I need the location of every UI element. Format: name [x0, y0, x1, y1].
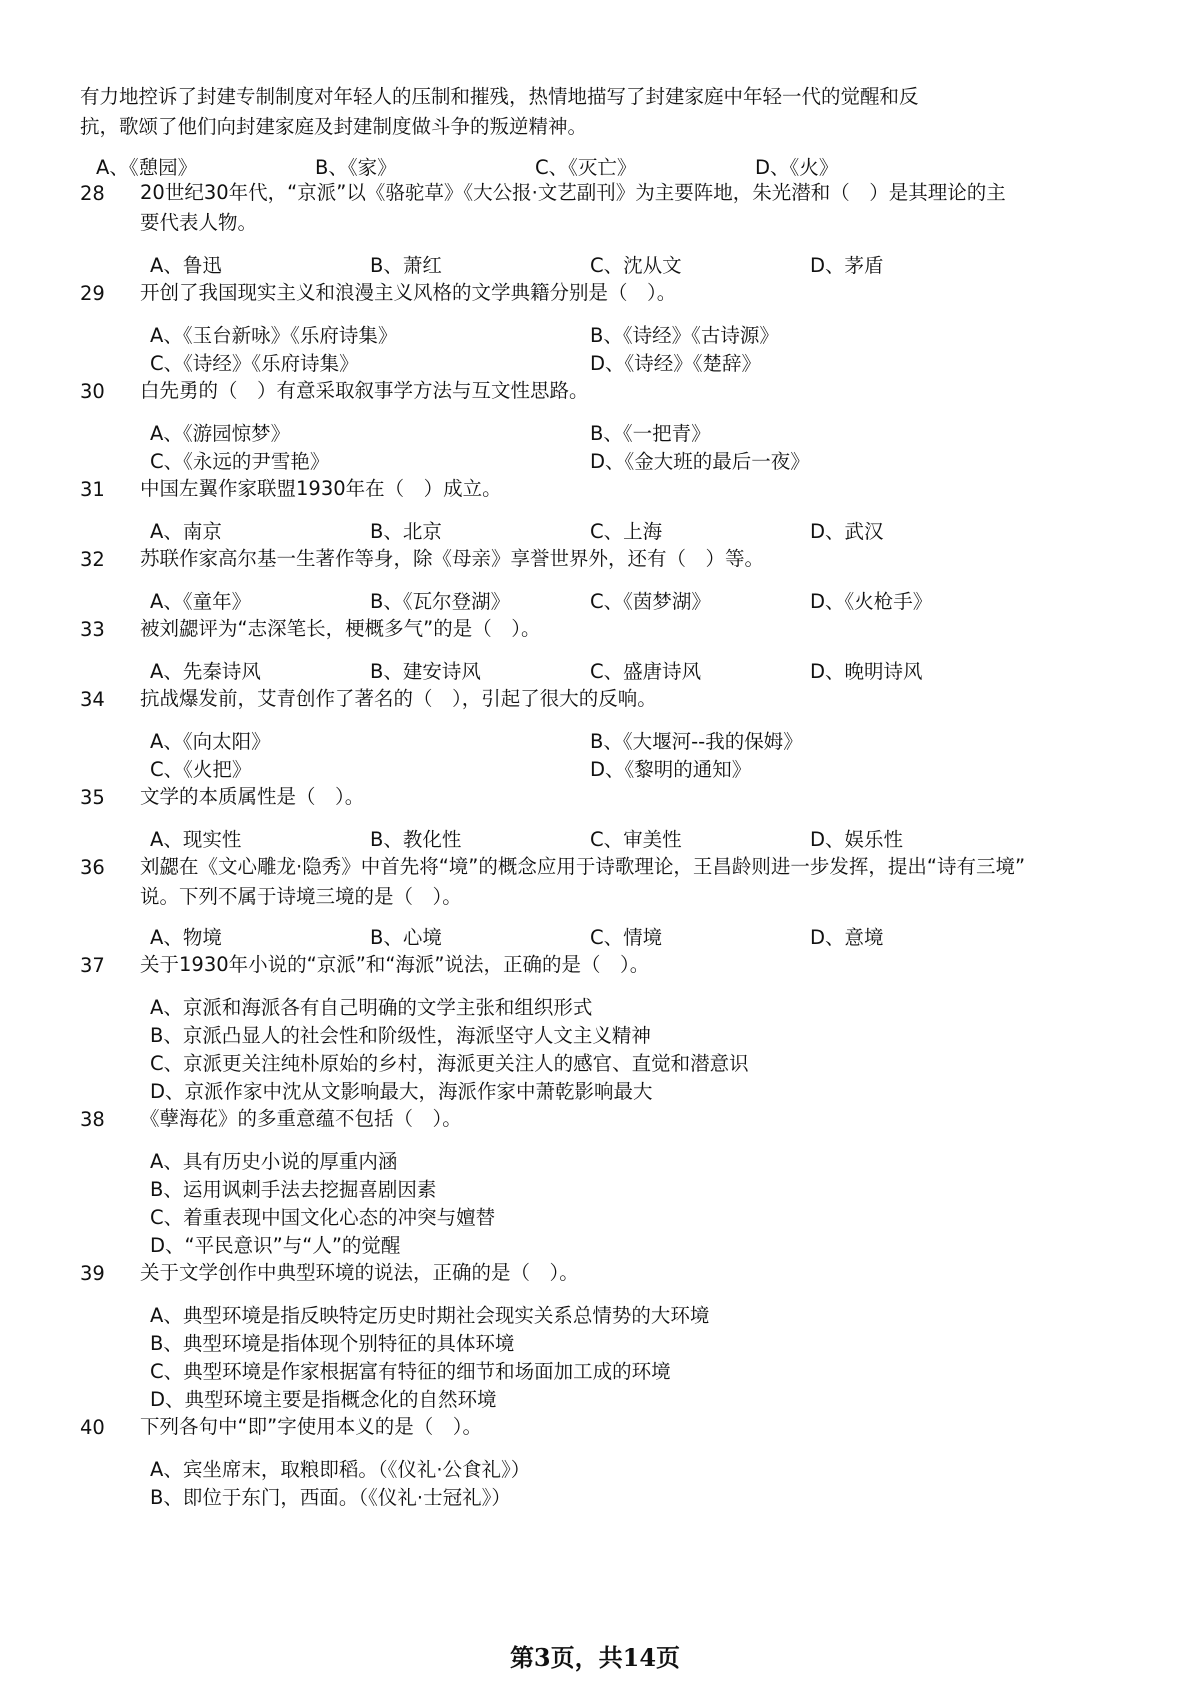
q28-option-b: B、萧红 [370, 254, 442, 277]
q38-option-c: C、着重表现中国文化心态的冲突与嬗替 [150, 1206, 496, 1229]
q40-number: 40 [80, 1416, 105, 1439]
q34-option-c: C、《火把》 [150, 758, 252, 781]
q35-number: 35 [80, 786, 105, 809]
q35-option-c: C、审美性 [590, 828, 682, 851]
intro-line-1: 有力地控诉了封建专制制度对年轻人的压制和摧残，热情地描写了封建家庭中年轻一代的觉醒和反 [80, 85, 919, 108]
q37-option-d: D、京派作家中沈从文影响最大，海派作家中萧乾影响最大 [150, 1080, 653, 1103]
q32-option-a: A、《童年》 [150, 590, 252, 613]
page-footer: 第3页，共14页 [509, 1643, 681, 1672]
q31-option-c: C、上海 [590, 520, 663, 543]
q28-option-c: C、沈从文 [590, 254, 682, 277]
q30-text: 白先勇的（ ）有意采取叙事学方法与互文性思路。 [140, 379, 589, 402]
q40-text: 下列各句中“即”字使用本义的是（ ）。 [140, 1415, 482, 1438]
q28-option-d: D、茅盾 [810, 254, 884, 277]
q32-option-d: D、《火枪手》 [810, 590, 933, 613]
q35-text: 文学的本质属性是（ ）。 [140, 785, 365, 808]
q30-option-d: D、《金大班的最后一夜》 [590, 450, 810, 473]
q35-option-b: B、教化性 [370, 828, 462, 851]
q33-option-c: C、盛唐诗风 [590, 660, 702, 683]
q27-option-a: A、《憩园》 [96, 156, 198, 179]
q36-option-a: A、物境 [150, 926, 222, 949]
q34-option-a: A、《向太阳》 [150, 730, 271, 753]
q30-option-a: A、《游园惊梦》 [150, 422, 291, 445]
q32-option-b: B、《瓦尔登湖》 [370, 590, 511, 613]
intro-line-2: 抗，歌颂了他们向封建家庭及封建制度做斗争的叛逆精神。 [80, 115, 588, 138]
q38-text: 《孽海花》的多重意蕴不包括（ ）。 [140, 1107, 462, 1130]
q36-option-b: B、心境 [370, 926, 442, 949]
q29-option-d: D、《诗经》《楚辞》 [590, 352, 762, 375]
q37-option-a: A、京派和海派各有自己明确的文学主张和组织形式 [150, 996, 593, 1019]
q36-text-line-2: 说。下列不属于诗境三境的是（ ）。 [140, 885, 462, 908]
q28-text-line-1: 20世纪30年代，“京派”以《骆驼草》《大公报·文艺副刊》为主要阵地，朱光潜和（ ）是其理论的主 [140, 181, 1006, 204]
q38-option-a: A、具有历史小说的厚重内涵 [150, 1150, 398, 1173]
q30-option-b: B、《一把青》 [590, 422, 711, 445]
q31-option-d: D、武汉 [810, 520, 884, 543]
q31-option-a: A、南京 [150, 520, 222, 543]
q39-option-c: C、典型环境是作家根据富有特征的细节和场面加工成的环境 [150, 1360, 671, 1383]
q27-option-d: D、《火》 [755, 156, 839, 179]
q36-option-c: C、情境 [590, 926, 663, 949]
q39-option-b: B、典型环境是指体现个别特征的具体环境 [150, 1332, 515, 1355]
q40-option-b: B、即位于东门，西面。（《仪礼·士冠礼》） [150, 1486, 511, 1509]
q29-text: 开创了我国现实主义和浪漫主义风格的文学典籍分别是（ ）。 [140, 281, 677, 304]
q36-option-d: D、意境 [810, 926, 884, 949]
q32-text: 苏联作家高尔基一生著作等身，除《母亲》享誉世界外，还有（ ）等。 [140, 547, 765, 570]
q39-option-a: A、典型环境是指反映特定历史时期社会现实关系总情势的大环境 [150, 1304, 710, 1327]
q36-number: 36 [80, 856, 105, 879]
q35-option-d: D、娱乐性 [810, 828, 904, 851]
q29-option-c: C、《诗经》《乐府诗集》 [150, 352, 359, 375]
q29-option-a: A、《玉台新咏》《乐府诗集》 [150, 324, 398, 347]
q40-option-a: A、宾坐席末，取粮即稻。（《仪礼·公食礼》） [150, 1458, 531, 1481]
q28-option-a: A、鲁迅 [150, 254, 222, 277]
q28-number: 28 [80, 182, 105, 205]
q30-number: 30 [80, 380, 105, 403]
q31-text: 中国左翼作家联盟1930年在（ ）成立。 [140, 477, 502, 500]
q33-option-d: D、晚明诗风 [810, 660, 923, 683]
q34-option-b: B、《大堰河--我的保姆》 [590, 730, 803, 753]
q32-option-c: C、《茵梦湖》 [590, 590, 711, 613]
q37-option-b: B、京派凸显人的社会性和阶级性，海派坚守人文主义精神 [150, 1024, 651, 1047]
q34-text: 抗战爆发前，艾青创作了著名的（ ），引起了很大的反响。 [140, 687, 657, 710]
q39-number: 39 [80, 1262, 105, 1285]
q37-text: 关于1930年小说的“京派”和“海派”说法，正确的是（ ）。 [140, 953, 650, 976]
q32-number: 32 [80, 548, 105, 571]
q29-number: 29 [80, 282, 105, 305]
q28-text-line-2: 要代表人物。 [140, 211, 258, 234]
q33-number: 33 [80, 618, 105, 641]
q31-number: 31 [80, 478, 105, 501]
q36-text-line-1: 刘勰在《文心雕龙·隐秀》中首先将“境”的概念应用于诗歌理论，王昌龄则进一步发挥，提出“诗有三境” [140, 855, 1026, 878]
q38-option-b: B、运用讽刺手法去挖掘喜剧因素 [150, 1178, 437, 1201]
q38-option-d: D、“平民意识”与“人”的觉醒 [150, 1234, 401, 1257]
q34-option-d: D、《黎明的通知》 [590, 758, 752, 781]
q30-option-c: C、《永远的尹雪艳》 [150, 450, 330, 473]
q27-option-b: B、《家》 [315, 156, 397, 179]
q39-text: 关于文学创作中典型环境的说法，正确的是（ ）。 [140, 1261, 579, 1284]
q33-option-b: B、建安诗风 [370, 660, 481, 683]
q33-text: 被刘勰评为“志深笔长，梗概多气”的是（ ）。 [140, 617, 541, 640]
q38-number: 38 [80, 1108, 105, 1131]
q31-option-b: B、北京 [370, 520, 442, 543]
q37-option-c: C、京派更关注纯朴原始的乡村，海派更关注人的感官、直觉和潜意识 [150, 1052, 749, 1075]
q35-option-a: A、现实性 [150, 828, 242, 851]
q27-option-c: C、《灭亡》 [535, 156, 637, 179]
q33-option-a: A、先秦诗风 [150, 660, 261, 683]
q29-option-b: B、《诗经》《古诗源》 [590, 324, 779, 347]
q39-option-d: D、典型环境主要是指概念化的自然环境 [150, 1388, 497, 1411]
q37-number: 37 [80, 954, 105, 977]
q34-number: 34 [80, 688, 105, 711]
